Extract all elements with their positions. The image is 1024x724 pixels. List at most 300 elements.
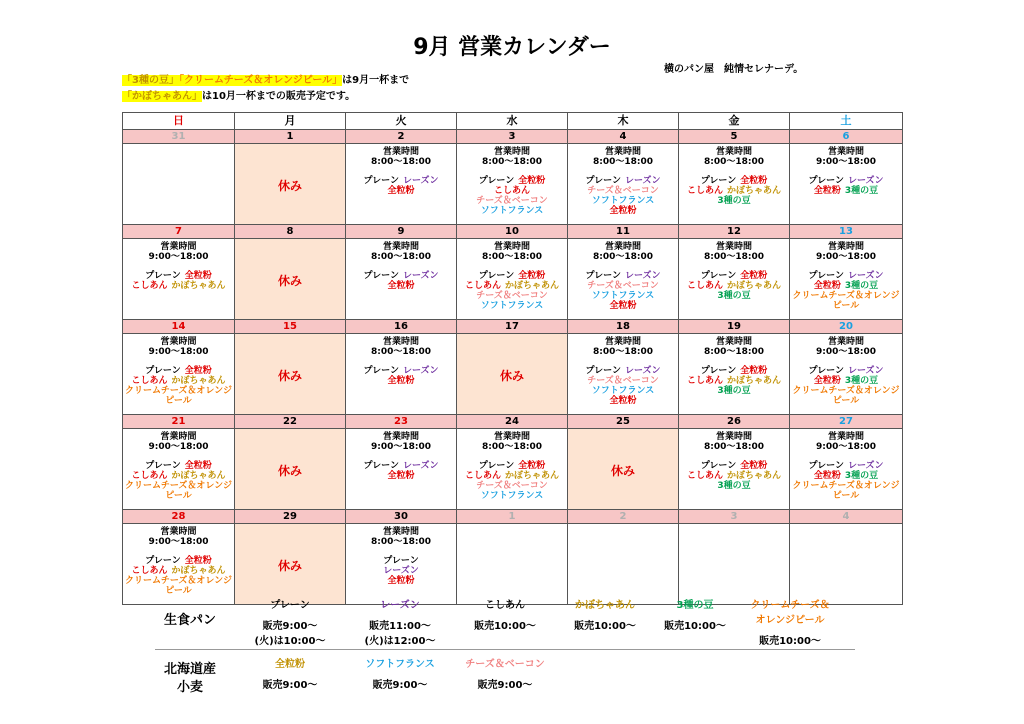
bread-item: 全粒粉 [609,301,637,311]
bread-line [457,461,567,471]
bread-line [123,586,234,596]
note-kabocha: 「かぼちゃあん」 [122,91,202,102]
hours-label: 営業時間 [827,147,864,157]
bread-item: 全粒粉 [184,556,212,566]
bread-item: こしあん [686,471,723,481]
day-cell [790,239,903,320]
bread-list [790,461,902,501]
bread-line [679,291,789,301]
date-row [123,130,903,144]
date-row [123,415,903,429]
bread-line [679,271,789,281]
weekday-tue: 火 [346,113,457,130]
bread-list [457,271,567,311]
bread-list [790,176,902,196]
bread-list [457,461,567,501]
bread-line [568,196,678,206]
bread-item: 3種の豆 [717,386,751,396]
bread-item: レーズン [383,566,419,576]
business-hours [568,337,678,357]
hours-label: 営業時間 [382,337,419,347]
bread-item: プレーン [363,271,399,281]
week-row [123,429,903,510]
date-number: 16 [346,320,457,334]
hours-label: 営業時間 [715,242,752,252]
date-number: 2 [568,510,679,524]
hours-value: 9:00〜18:00 [370,442,432,452]
bread-item: プレーン [700,461,737,471]
bread-line [457,481,567,491]
business-hours [346,242,456,262]
date-number: 4 [568,130,679,144]
hokkaido-label-line-1: 北海道産 [163,662,216,677]
bread-line [123,481,234,491]
hours-label: 営業時間 [715,337,752,347]
day-cell [123,334,235,415]
bread-list [123,271,234,291]
hours-label: 営業時間 [827,432,864,442]
bread-item: ソフトフランス [591,196,655,206]
day-cell [790,429,903,510]
bread-line [790,366,902,376]
bread-item: 3種の豆 [717,481,751,491]
bread-line [123,576,234,586]
bread-item: 全粒粉 [184,461,212,471]
bread-line [679,281,789,291]
date-row [123,510,903,524]
closed-label: 休み [499,368,524,383]
date-number: 17 [457,320,568,334]
bread-list [679,271,789,301]
date-number: 7 [123,225,235,239]
bread-line [123,376,234,386]
note-creamcheese: 「クリームチーズ＆オレンジピール」 [178,75,343,86]
calendar-body [123,113,903,605]
bread-item: 全粒粉 [387,281,415,291]
bread-list [346,366,456,386]
hours-value: 8:00〜18:00 [370,252,432,262]
date-number: 30 [346,510,457,524]
legend-item-time: 販売11:00〜 [369,621,431,632]
bread-line [790,301,902,311]
bread-line [568,301,678,311]
bread-item: こしあん [686,186,723,196]
bread-item: プレーン [145,461,181,471]
bread-line [790,491,902,501]
day-cell-closed [568,429,679,510]
note-until-sept: は9月一杯まで [342,75,410,86]
legend-divider [155,649,855,650]
business-hours [679,147,789,167]
bread-line [457,491,567,501]
date-number: 27 [790,415,903,429]
legend-item-name: チーズ＆ベーコン [465,659,545,670]
date-number: 29 [235,510,346,524]
date-number: 26 [679,415,790,429]
bread-item: レーズン [847,176,884,186]
day-cell [790,144,903,225]
day-cell [568,239,679,320]
hours-label: 営業時間 [493,432,530,442]
note-line-1 [122,73,409,89]
bread-item: 3種の豆 [844,186,879,196]
day-cell [568,334,679,415]
bread-item: 全粒粉 [609,396,637,406]
bread-item: レーズン [624,271,661,281]
bread-line [679,386,789,396]
business-hours [568,147,678,167]
business-hours [123,337,234,357]
hokkaido-label-line-2: 小麦 [176,680,203,695]
bread-item: チーズ＆ベーコン [587,376,659,386]
note-beans: 「3種の豆」 [122,75,179,86]
date-number: 14 [123,320,235,334]
page-title: 9月 営業カレンダー [413,35,611,60]
bread-item: レーズン [847,461,884,471]
hours-value: 8:00〜18:00 [703,157,765,167]
hours-value: 9:00〜18:00 [815,347,877,357]
legend-item [235,598,345,649]
closed-label: 休み [277,273,302,288]
day-cell-closed [457,334,568,415]
bread-item: こしあん [686,376,723,386]
bread-list [123,556,234,596]
weekday-mon: 月 [235,113,346,130]
legend-item-name: ソフトフランス [365,659,435,670]
hours-value: 8:00〜18:00 [703,347,765,357]
bread-line [568,396,678,406]
date-number: 10 [457,225,568,239]
bread-item: チーズ＆ベーコン [587,186,659,196]
legend-item [450,657,560,693]
weekday-fri: 金 [679,113,790,130]
bread-line [790,396,902,406]
weekday-header-row [123,113,903,130]
bread-item: プレーン [808,461,844,471]
hours-label: 営業時間 [604,147,641,157]
day-cell [346,429,457,510]
day-cell [679,144,790,225]
day-cell [679,239,790,320]
hours-value: 8:00〜18:00 [481,157,543,167]
day-cell [568,144,679,225]
legend-item-time: 販売10:00〜 [474,621,536,632]
bread-line [123,556,234,566]
hours-label: 営業時間 [382,527,419,537]
bread-item: 全粒粉 [740,366,768,376]
bread-item: プレーン [700,366,737,376]
closed-label: 休み [277,463,302,478]
day-cell [346,239,457,320]
hours-value: 8:00〜18:00 [481,252,543,262]
bread-line [123,566,234,576]
date-number: 24 [457,415,568,429]
bread-item: チーズ＆ベーコン [476,481,548,491]
bread-list [568,271,678,311]
legend-item [345,598,455,649]
bread-item: プレーン [478,176,515,186]
business-hours [790,432,902,452]
bread-item: ソフトフランス [480,301,544,311]
legend-item-name: プレーン [270,600,310,611]
business-hours [679,432,789,452]
bread-item: 全粒粉 [387,186,415,196]
hours-value: 9:00〜18:00 [815,252,877,262]
note-line-2 [122,89,409,105]
date-number: 19 [679,320,790,334]
bread-line [123,386,234,396]
legend-item-name: かぼちゃあん [575,600,635,611]
bread-line [346,176,456,186]
day-cell [123,524,235,605]
business-hours [568,242,678,262]
legend-item [345,657,455,693]
bread-list [679,366,789,396]
bread-item: こしあん [131,376,168,386]
day-cell [790,334,903,415]
bread-line [679,471,789,481]
bread-item: 全粒粉 [740,176,768,186]
bread-item: かぼちゃあん [171,566,226,576]
bread-line [679,461,789,471]
bread-item: ピール [165,396,192,406]
legend-item [450,598,560,634]
business-hours [790,242,902,262]
bread-item: こしあん [131,471,168,481]
bread-item: ピール [165,586,192,596]
bread-item: プレーン [700,271,737,281]
business-hours [457,242,567,262]
bread-list [346,556,456,586]
bread-item: かぼちゃあん [727,471,782,481]
bread-line [457,471,567,481]
bread-item: 全粒粉 [184,366,212,376]
hours-value: 9:00〜18:00 [148,537,209,547]
bread-line [568,206,678,216]
legend-item-time: 販売10:00〜 [759,636,821,647]
bread-item: かぼちゃあん [171,376,226,386]
hours-label: 営業時間 [827,337,864,347]
bread-item: こしあん [131,281,168,291]
bread-item: レーズン [402,271,439,281]
day-cell [679,429,790,510]
bread-item: プレーン [808,366,844,376]
day-cell-empty [568,524,679,605]
hokkaido-label [140,661,240,697]
business-hours [123,242,234,262]
bread-line [790,271,902,281]
bread-item: ソフトフランス [591,291,655,301]
business-hours [679,242,789,262]
business-hours [679,337,789,357]
bread-item: こしあん [493,186,530,196]
hours-value: 9:00〜18:00 [148,442,209,452]
bread-line [790,481,902,491]
bread-item: レーズン [624,366,661,376]
bread-line [346,576,456,586]
bread-list [790,366,902,406]
bread-line [123,281,234,291]
date-number: 12 [679,225,790,239]
bread-item: かぼちゃあん [727,376,782,386]
hours-label: 営業時間 [382,432,419,442]
date-number: 8 [235,225,346,239]
bread-item: プレーン [585,271,621,281]
bread-item: レーズン [624,176,661,186]
bread-item: かぼちゃあん [727,186,782,196]
bread-item: 3種の豆 [844,281,879,291]
day-cell [457,144,568,225]
closed-label: 休み [610,463,635,478]
bread-item: クリームチーズ＆オレンジ [125,481,232,491]
bread-line [790,281,902,291]
hours-label: 営業時間 [382,147,419,157]
bread-item: 全粒粉 [184,271,212,281]
bread-line [568,366,678,376]
legend-item-time: 販売9:00〜 [372,680,428,691]
bread-item: クリームチーズ＆オレンジ [792,481,900,491]
bread-list [346,271,456,291]
date-number: 21 [123,415,235,429]
bread-item: クリームチーズ＆オレンジ [792,386,900,396]
bread-item: クリームチーズ＆オレンジ [125,576,232,586]
week-row [123,144,903,225]
date-number: 3 [679,510,790,524]
bread-item: プレーン [700,176,737,186]
bread-line [123,271,234,281]
shop-name: 横のパン屋 純情セレナーデ。 [664,64,804,75]
day-cell-closed [235,429,346,510]
availability-notes [122,73,409,105]
hours-label: 営業時間 [715,432,752,442]
day-cell-closed [235,334,346,415]
bread-item: ピール [832,396,860,406]
bread-item: プレーン [478,461,515,471]
hours-value: 8:00〜18:00 [592,252,654,262]
bread-item: プレーン [808,176,844,186]
bread-item: 全粒粉 [387,376,415,386]
business-hours [346,527,456,547]
bread-line [123,491,234,501]
bread-item: 全粒粉 [518,461,546,471]
hours-value: 9:00〜18:00 [815,442,877,452]
closed-label: 休み [277,558,302,573]
legend-item-time: 販売9:00〜 [477,680,533,691]
day-cell [346,334,457,415]
bread-line [346,281,456,291]
day-cell [457,429,568,510]
legend-item-name: レーズン [380,600,420,611]
bread-line [790,461,902,471]
bread-line [457,196,567,206]
date-number: 15 [235,320,346,334]
day-cell-closed [235,144,346,225]
business-hours [457,432,567,452]
bread-item: プレーン [808,271,844,281]
bread-list [123,461,234,501]
bread-list [346,461,456,481]
bread-item: こしあん [131,566,168,576]
bread-item: ピール [832,491,860,501]
bread-item: こしあん [686,281,723,291]
bread-line [346,186,456,196]
date-number: 5 [679,130,790,144]
week-row [123,524,903,605]
bread-item: プレーン [145,556,181,566]
bread-line [568,271,678,281]
bread-item: プレーン [363,461,399,471]
bread-line [123,461,234,471]
bread-list [568,366,678,406]
hours-value: 8:00〜18:00 [592,347,654,357]
date-number: 4 [790,510,903,524]
hours-value: 9:00〜18:00 [148,252,209,262]
day-cell [346,524,457,605]
date-number: 22 [235,415,346,429]
bread-item: 3種の豆 [717,291,751,301]
bread-line [790,291,902,301]
bread-item: 全粒粉 [813,471,841,481]
date-number: 20 [790,320,903,334]
bread-item: プレーン [145,271,181,281]
bread-line [346,556,456,566]
bread-line [346,461,456,471]
bread-item: プレーン [145,366,181,376]
bread-line [457,206,567,216]
bread-item: チーズ＆ベーコン [476,196,548,206]
day-cell [346,144,457,225]
week-row [123,334,903,415]
legend-item-name: クリームチーズ＆ [750,600,830,611]
hours-value: 9:00〜18:00 [148,347,209,357]
bread-line [346,471,456,481]
bread-line [679,366,789,376]
bread-line [790,471,902,481]
date-row [123,225,903,239]
bread-line [679,196,789,206]
business-calendar [122,112,903,605]
bread-line [790,386,902,396]
bread-line [568,176,678,186]
legend-item [235,657,345,693]
bread-item: ソフトフランス [480,206,544,216]
bread-item: 全粒粉 [387,576,415,586]
day-cell-closed [235,524,346,605]
business-hours [346,432,456,452]
bread-item: ソフトフランス [480,491,544,501]
hours-value: 8:00〜18:00 [592,157,654,167]
date-number: 13 [790,225,903,239]
date-number: 9 [346,225,457,239]
bread-item: 全粒粉 [387,471,415,481]
day-cell-empty [679,524,790,605]
business-hours [790,337,902,357]
legend-item [640,598,750,634]
legend-item-time: 販売9:00〜 [262,680,318,691]
business-hours [790,147,902,167]
day-cell-empty [457,524,568,605]
bread-item: 全粒粉 [518,176,546,186]
hours-value: 9:00〜18:00 [815,157,877,167]
bread-line [457,271,567,281]
hours-value: 8:00〜18:00 [370,157,432,167]
legend-item-time: (火)は10:00〜 [254,636,326,647]
closed-label: 休み [277,178,302,193]
hours-label: 営業時間 [160,527,197,537]
bread-item: レーズン [847,271,884,281]
bread-item: レーズン [402,176,439,186]
hours-label: 営業時間 [160,242,197,252]
